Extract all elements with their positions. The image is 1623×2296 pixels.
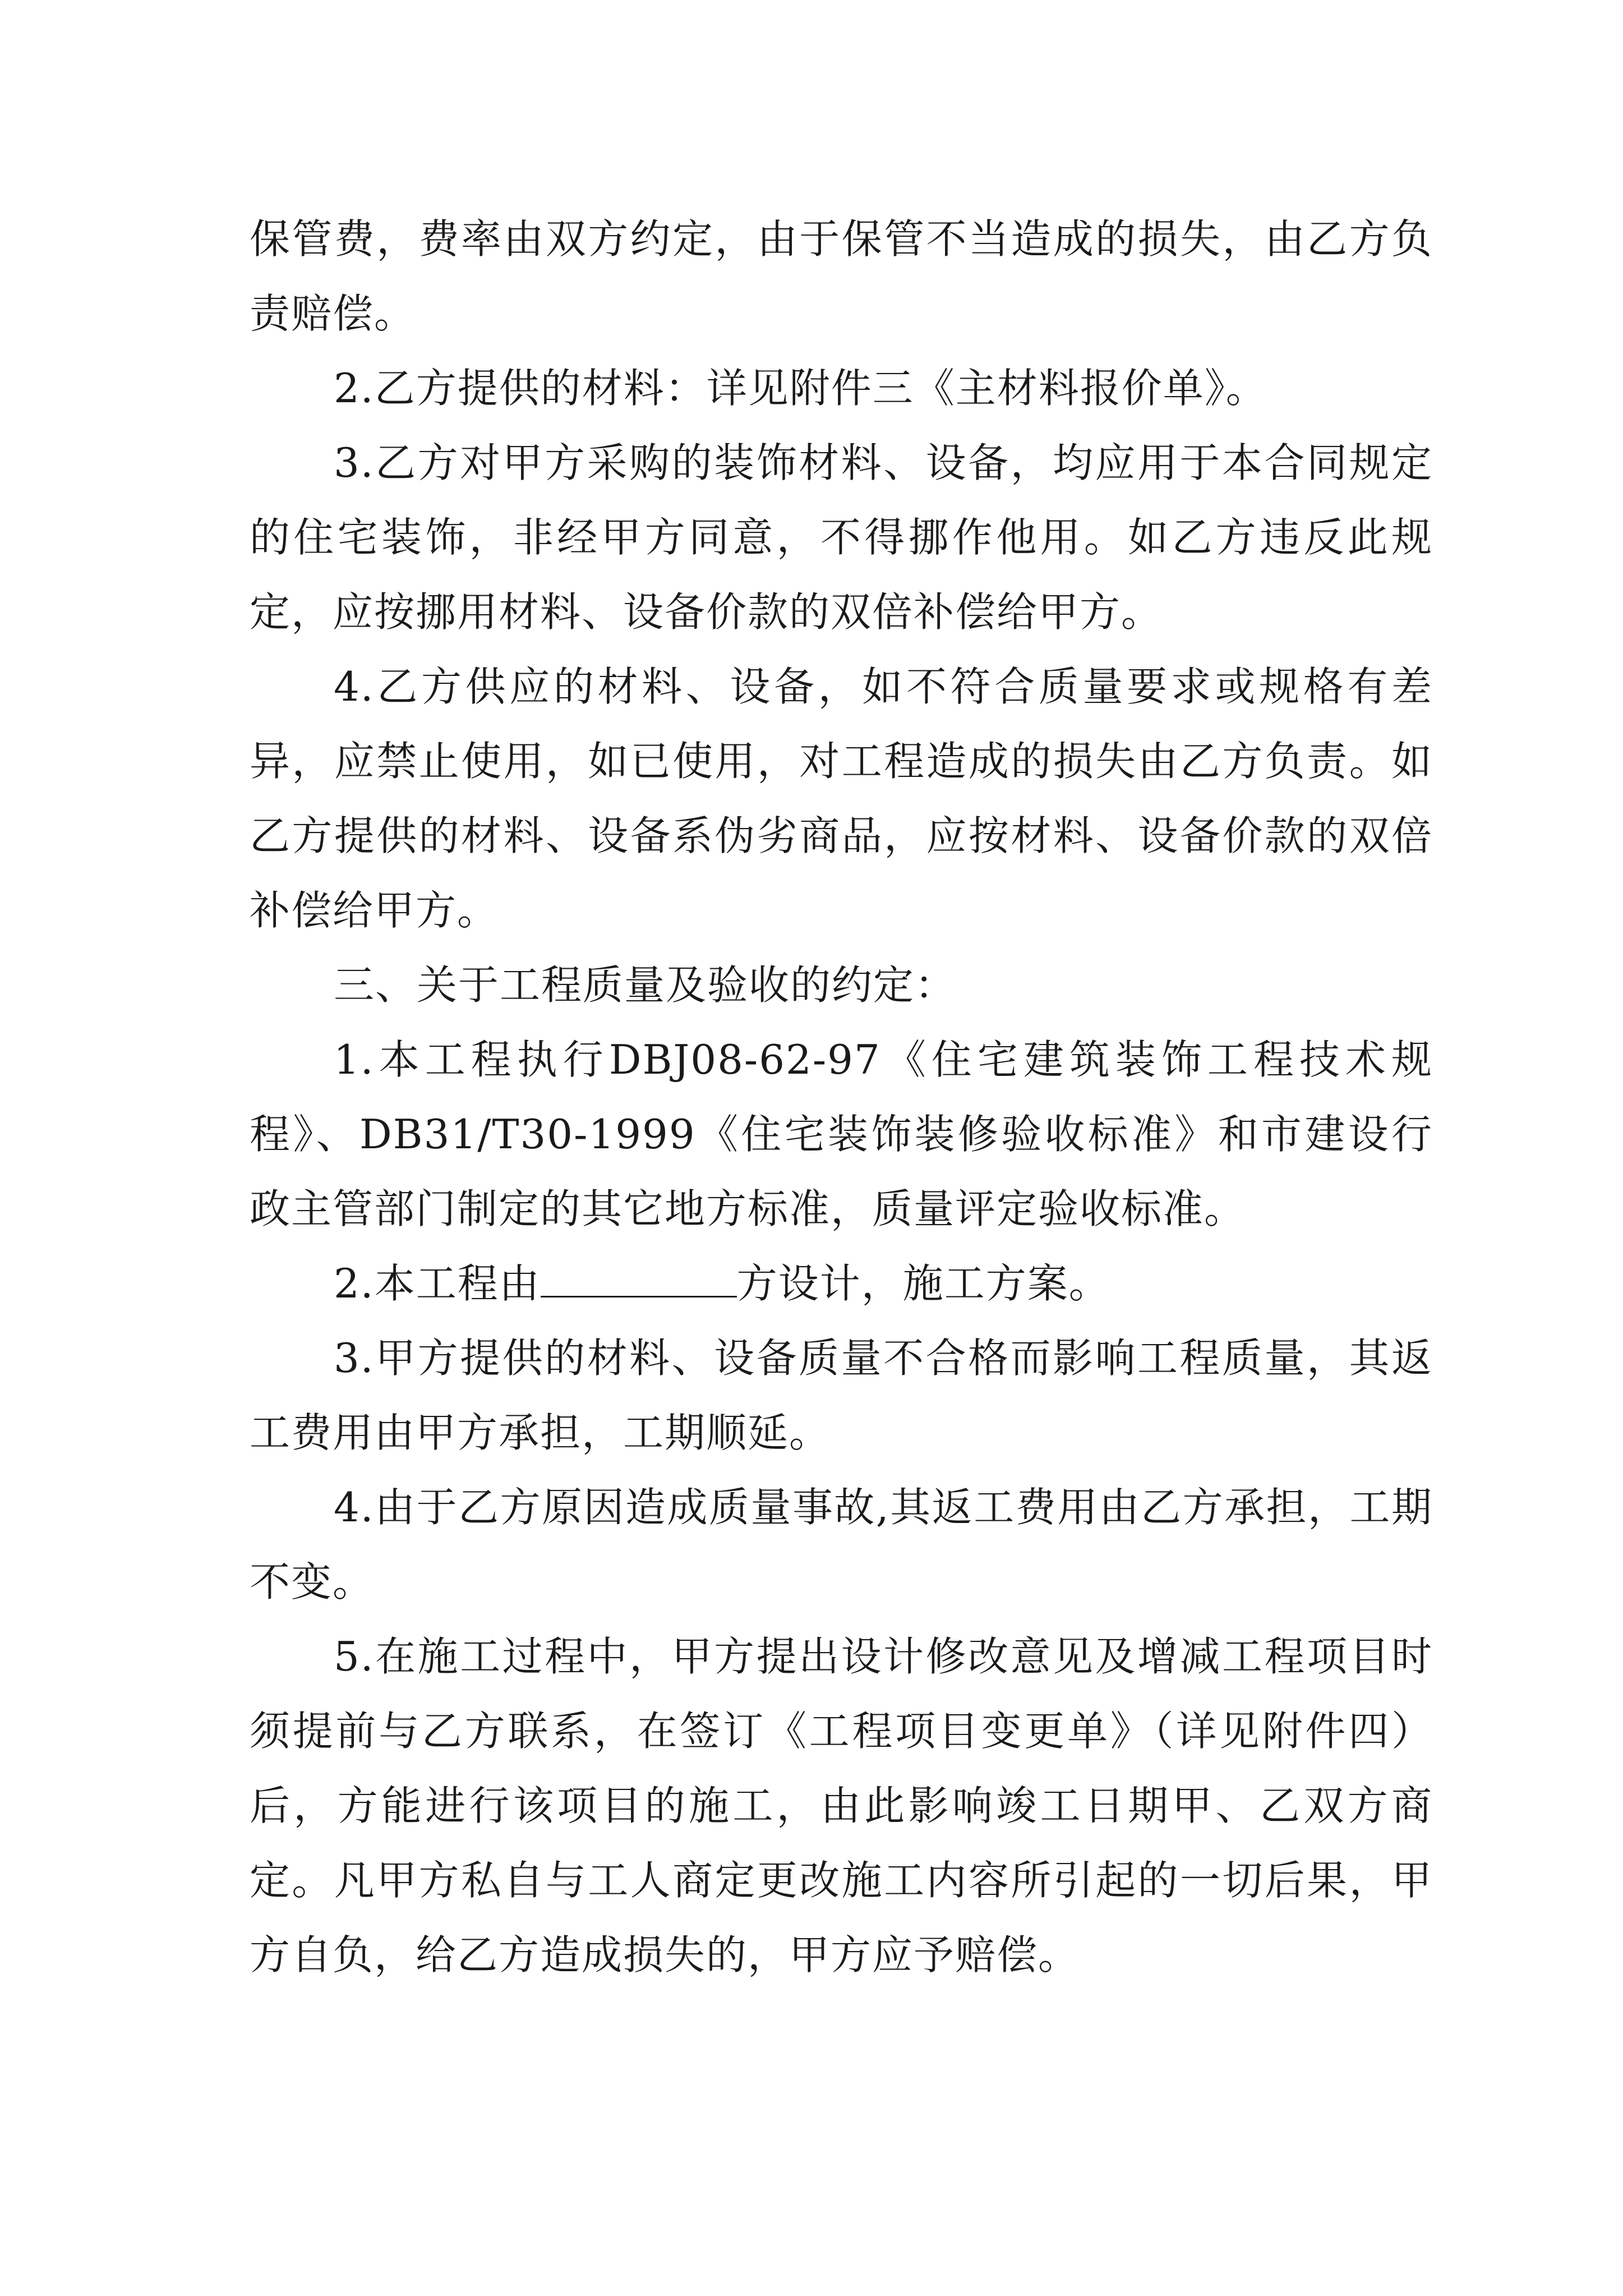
paragraph-clause-4-quality: 4.乙方供应的材料、设备，如不符合质量要求或规格有差异，应禁止使用，如已使用，对工程造成的损失由乙方负责。如乙方提供的材料、设备系伪劣商品，应按材料、设备价款的双倍补偿给甲方。 <box>250 663 1433 934</box>
paragraph-clause-3-misuse: 3.乙方对甲方采购的装饰材料、设备，均应用于本合同规定的住宅装饰，非经甲方同意，不得挪作他用。如乙方违反此规定，应按挪用材料、设备价款的双倍补偿给甲方。 <box>250 439 1433 636</box>
paragraph-party-a-materials: 3.甲方提供的材料、设备质量不合格而影响工程质量，其返工费用由甲方承担，工期顺延。 <box>250 1335 1433 1456</box>
paragraph-clause-2-materials: 2.乙方提供的材料：详见附件三《主材料报价单》。 <box>334 365 1267 412</box>
document-body <box>250 202 1433 1993</box>
paragraph-design-changes: 5.在施工过程中，甲方提出设计修改意见及增减工程项目时须提前与乙方联系，在签订《工程项目变更单》（详见附件四）后，方能进行该项目的施工，由此影响竣工日期甲、乙双方商定。凡甲方私自与工人商定更改施工内容所引起的一切后果，甲方自负，给乙方造成损失的，甲方应予赔偿。 <box>250 1633 1433 1978</box>
design-party-prefix: 2.本工程由 <box>334 1260 541 1307</box>
paragraph-party-b-accident: 4.由于乙方原因造成质量事故,其返工费用由乙方承担，工期不变。 <box>250 1484 1433 1605</box>
section-heading-quality-acceptance: 三、关于工程质量及验收的约定： <box>334 961 957 1009</box>
paragraph-design-party <box>250 1246 1433 1321</box>
paragraph-storage-fee: 保管费，费率由双方约定，由于保管不当造成的损失，由乙方负责赔偿。 <box>250 215 1433 337</box>
design-party-suffix: 方设计，施工方案。 <box>736 1260 1110 1307</box>
paragraph-standards: 1.本工程执行DBJ08-62-97《住宅建筑装饰工程技术规程》、DB31/T30-1999《住宅装饰装修验收标准》和市建设行政主管部门制定的其它地方标准，质量评定验收标准。 <box>250 1036 1433 1232</box>
design-party-blank-line[interactable] <box>541 1261 737 1297</box>
